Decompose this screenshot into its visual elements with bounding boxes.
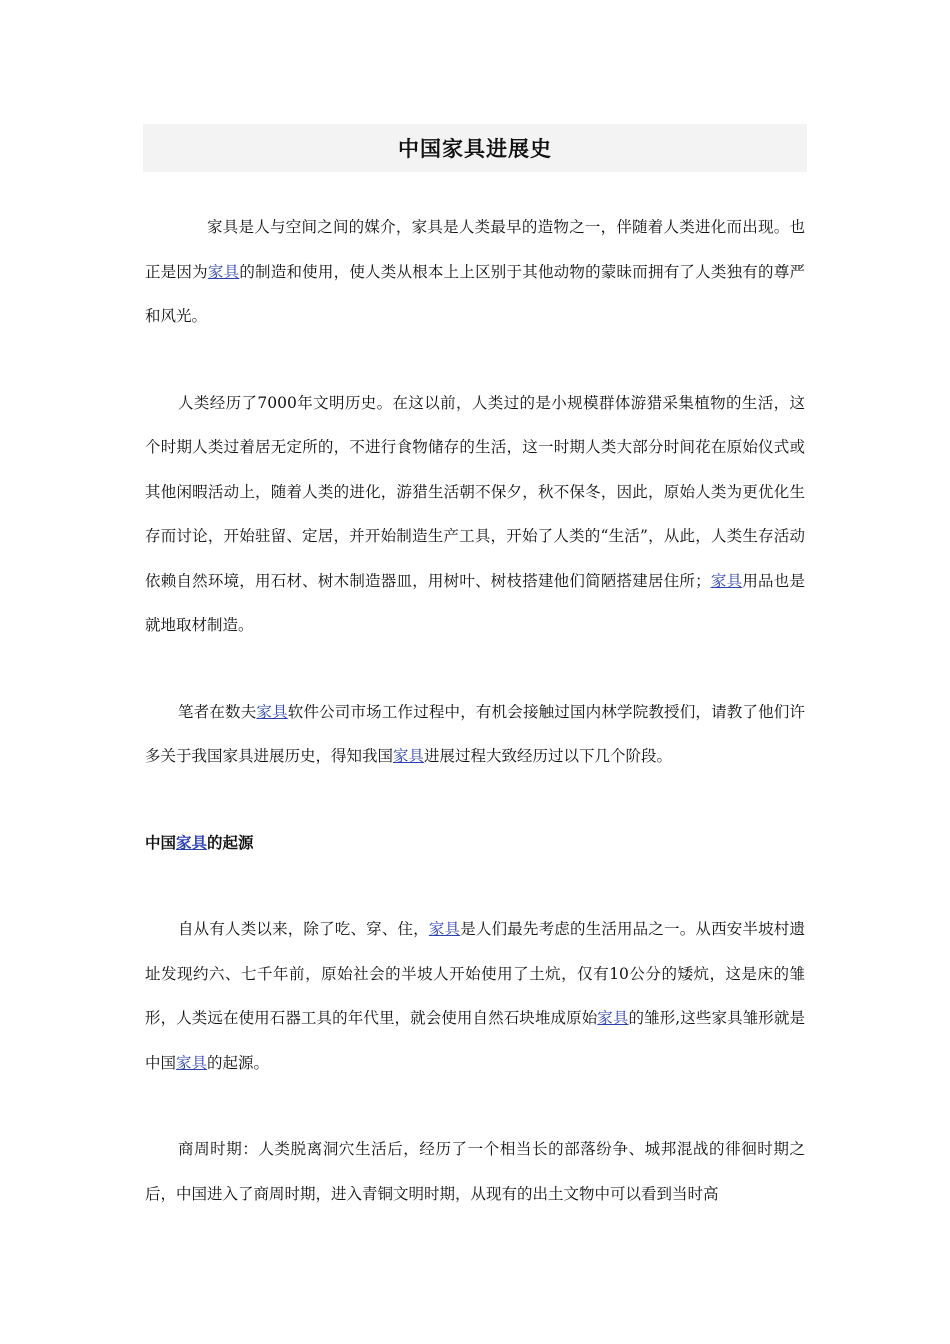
document-title: 中国家具进展史	[398, 137, 552, 161]
body-paragraph	[145, 690, 805, 779]
furniture-link[interactable]: 家具	[256, 702, 288, 721]
text-run: 商周时期：人类脱离洞穴生活后，经历了一个相当长的部落纷争、城邦混战的徘徊时期之后，中国进入了商周时期，进入青铜文明时期，从现有的出土文物中可以看到当时高	[145, 1140, 805, 1203]
text-run: 家具是人与空间之间的媒介，家具是人类最早的造物之一，伴随着人类进化而出现。也正是因为	[145, 218, 805, 281]
body-paragraph	[145, 1127, 805, 1216]
furniture-link[interactable]: 家具	[428, 920, 461, 938]
furniture-link[interactable]: 家具	[710, 571, 743, 590]
body-paragraph	[145, 907, 805, 1085]
paragraph-spacer	[145, 1085, 805, 1127]
text-run: 的起源	[207, 833, 254, 852]
document-body	[145, 205, 805, 1216]
paragraph-spacer	[145, 865, 805, 907]
text-run: 的起源。	[207, 1053, 270, 1072]
text-run: 自从有人类以来，除了吃、穿、住，	[178, 920, 429, 938]
furniture-link[interactable]: 家具	[176, 833, 208, 852]
text-run: 的雏形,这些家具雏形就是中国	[145, 1009, 805, 1072]
text-run: 软件公司市场工作过程中，有机会接触过国内林学院教授们，请教了他们许多关于我国家具进展历史，得知我国	[145, 702, 805, 765]
body-paragraph	[145, 205, 805, 339]
furniture-link[interactable]: 家具	[176, 1053, 208, 1072]
body-paragraph	[145, 381, 805, 648]
furniture-link[interactable]: 家具	[393, 747, 425, 765]
text-run: 用品也是就地取材制造。	[145, 571, 805, 634]
furniture-link[interactable]: 家具	[207, 262, 240, 281]
paragraph-spacer	[145, 648, 805, 690]
text-run: 是人们最先考虑的生活用品之一。从西安半坡村遗址发现约六、七千年前，原始社会的半坡人开始使用了土炕，仅有10公分的矮炕，这是床的雏形，人类远在使用石器工具的年代里，就会使用自然石块堆成原始	[145, 920, 805, 1027]
text-run: 的制造和使用，使人类从根本上上区别于其他动物的蒙昧而拥有了人类独有的尊严和风光。	[145, 262, 805, 325]
furniture-link[interactable]: 家具	[597, 1009, 629, 1027]
text-run: 人类经历了7000年文明历史。在这以前，人类过的是小规模群体游猎采集植物的生活，这个时期人类过着居无定所的，不进行食物储存的生活，这一时期人类大部分时间花在原始仪式或其他闲暇活动上，随着人类的进化，游猎生活朝不保夕，秋不保冬，因此，原始人类为更优化生存而讨论，开始驻留、定居，并开始制造生产工具，开始了人类的“生活”，从此，人类生存活动依赖自然环境，用石材、树木制造器皿，用树叶、树枝搭建他们简陋搭建居住所；	[145, 393, 805, 590]
section-heading	[145, 821, 805, 866]
text-run: 笔者在数夫	[178, 702, 257, 721]
paragraph-spacer	[145, 339, 805, 381]
text-run: 中国	[145, 833, 177, 852]
title-band	[143, 124, 807, 172]
text-run: 进展过程大致经历过以下几个阶段。	[424, 747, 673, 765]
paragraph-spacer	[145, 779, 805, 821]
